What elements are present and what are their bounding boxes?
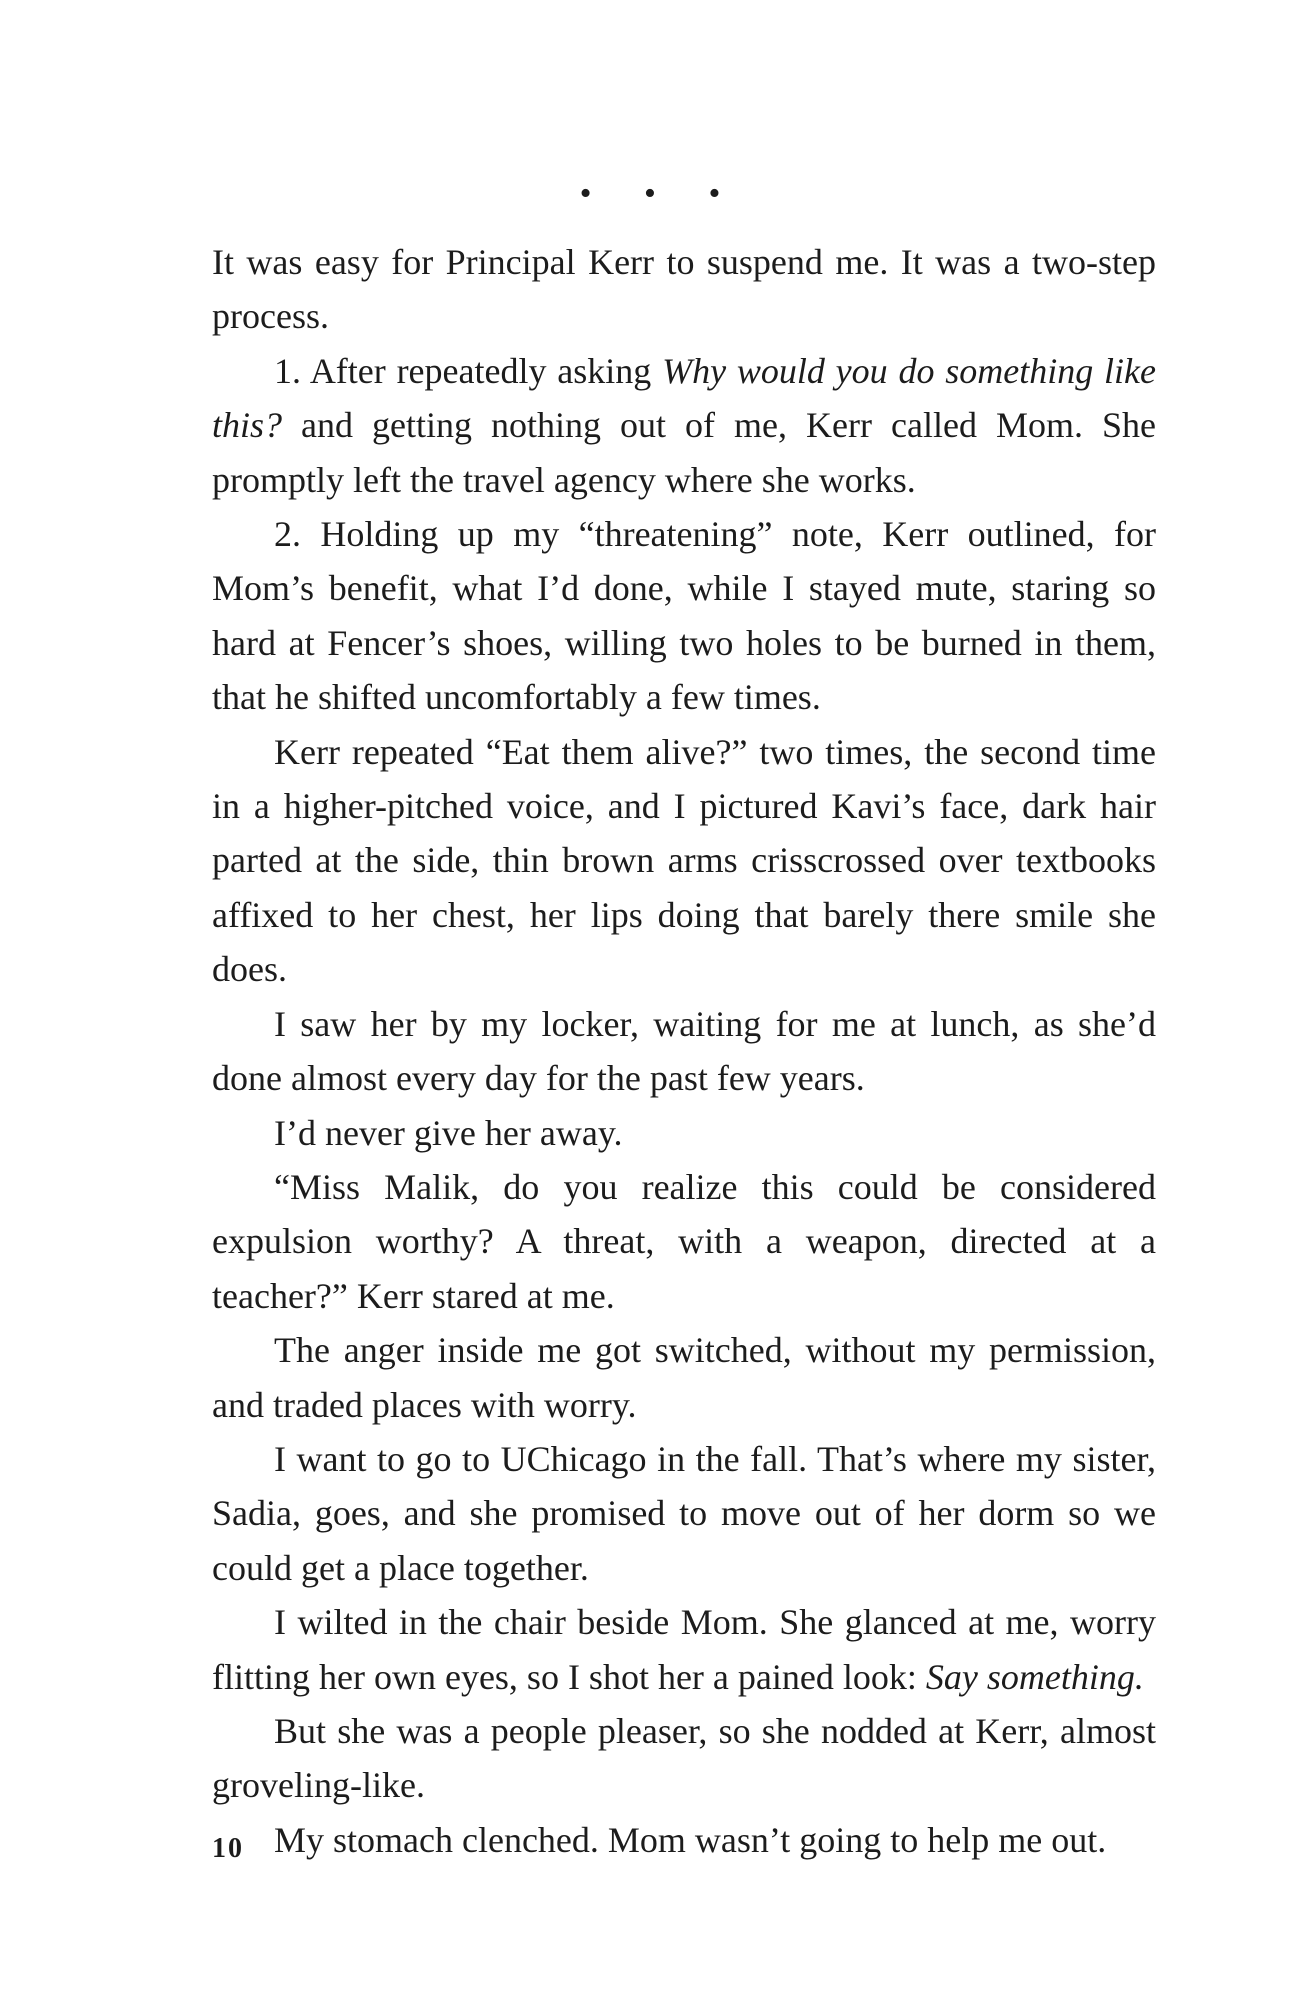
paragraph: I’d never give her away.	[274, 1112, 623, 1153]
paragraph: Kerr repeated “Eat them alive?” two times, the second time in a higher-pitched voice, and I pictured Kavi’s face, dark hair parted at the side, thin brown arms crisscrossed over textbooks affixed to her chest, her lips doing that barely there smile she does.	[212, 731, 1156, 990]
paragraph-text: I wilted in the chair beside Mom. She glanced at me, worry flitting her own eyes, so I shot her a pained look:	[212, 1602, 1156, 1697]
paragraph: The anger inside me got switched, without my permission, and traded places with worry.	[212, 1330, 1156, 1425]
paragraph-text: and getting nothing out of me, Kerr called Mom. She promptly left the travel agency where she works.	[212, 405, 1156, 500]
paragraph	[212, 1595, 1156, 1704]
page-number: 10	[212, 1833, 244, 1864]
italic-question: Why would you do something like this?	[212, 350, 1156, 446]
paragraph: But she was a people pleaser, so she nodded at Kerr, almost groveling-like.	[212, 1710, 1156, 1806]
paragraph: My stomach clenched. Mom wasn’t going to help me out.	[274, 1819, 1107, 1860]
paragraph: I saw her by my locker, waiting for me at lunch, as she’d done almost every day for the past few years.	[212, 1003, 1156, 1099]
body-text	[212, 235, 1156, 1867]
paragraph: “Miss Malik, do you realize this could be considered expulsion worthy? A threat, with a weapon, directed at a teacher?” Kerr stared at me.	[212, 1166, 1156, 1316]
paragraph: It was easy for Principal Kerr to suspend me. It was a two-step process.	[212, 242, 1156, 337]
paragraph-text: 1. After repeatedly asking	[274, 350, 663, 391]
italic-phrase: Say something.	[925, 1656, 1144, 1697]
paragraph: I want to go to UChicago in the fall. That’s where my sister, Sadia, goes, and she promised to move out of her dorm so we could get a place together.	[212, 1438, 1156, 1588]
paragraph: 2. Holding up my “threatening” note, Kerr outlined, for Mom’s benefit, what I’d done, while I stayed mute, staring so hard at Fencer’s shoes, willing two holes to be burned in them, that he shifted uncomfortably a few times.	[212, 514, 1156, 718]
paragraph	[212, 344, 1156, 507]
section-break: • • •	[579, 175, 743, 212]
